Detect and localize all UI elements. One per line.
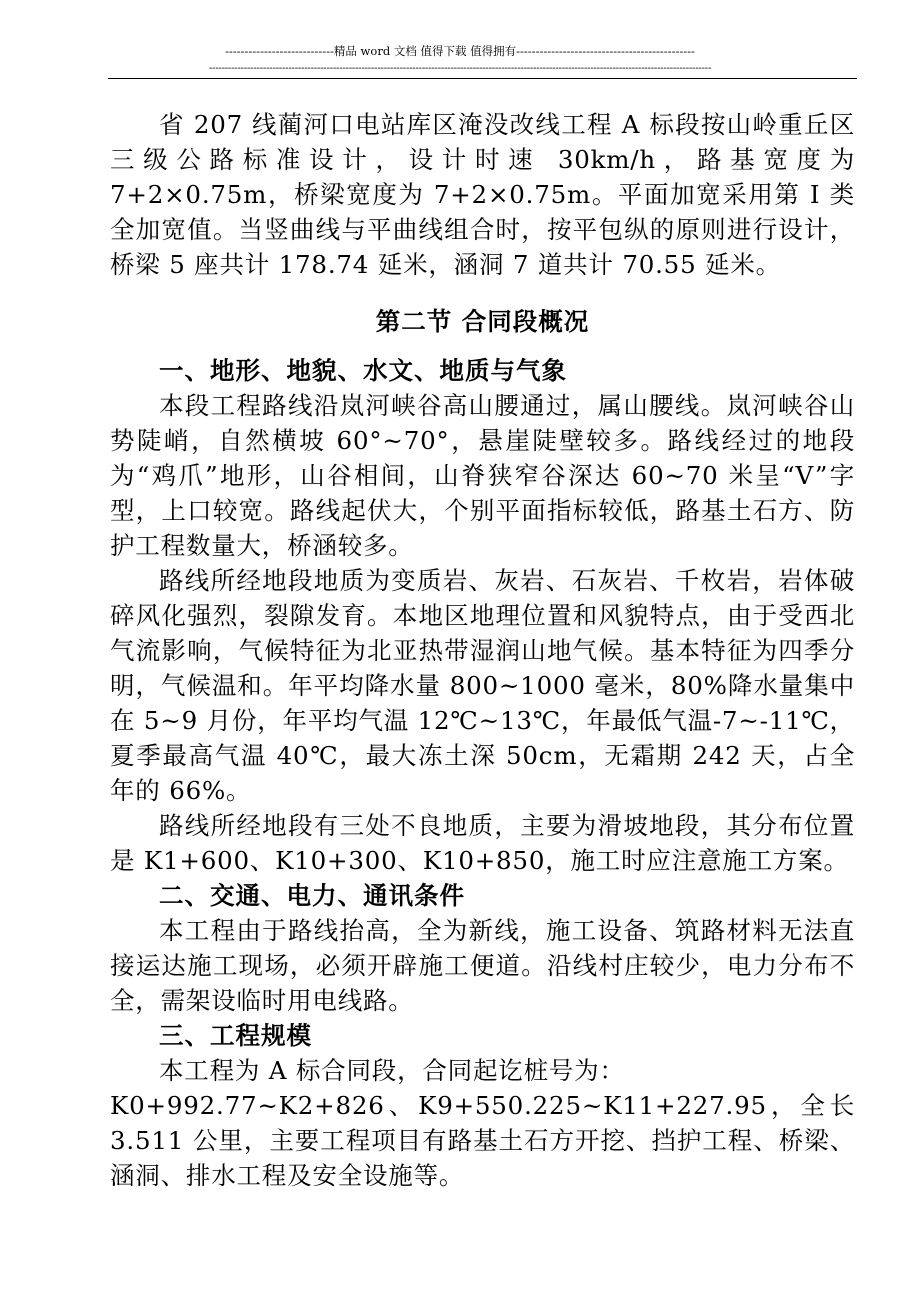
section-title: 第二节 合同段概况 [375, 307, 590, 336]
subsection-heading-scale: 三、工程规模 [159, 1021, 312, 1050]
document-body [110, 107, 855, 1193]
transport-paragraph: 本工程由于路线抬高，全为新线，施工设备、筑路材料无法直接运达施工现场，必须开辟施工便道。沿线村庄较少，电力分布不全，需架设临时用电线路。 [110, 916, 855, 1015]
header-banner: ----------------------------精品 word 文档 值得下载 值得拥有---------------------------------------------- [225, 44, 695, 58]
scale-paragraph: 本工程为 A 标合同段，合同起讫桩号为： [159, 1056, 625, 1085]
subsection-heading-terrain: 一、地形、地貌、水文、地质与气象 [159, 356, 567, 385]
intro-paragraph: 省 207 线蔺河口电站库区淹没改线工程 A 标段按山岭重丘区三级公路标准设计，设计时速 30km/h，路基宽度为 7+2×0.75m，桥梁宽度为 7+2×0.75m。平面加宽采用第 I 类全加宽值。当竖曲线与平曲线组合时，按平包纵的原则进行设计，桥梁 5 座共计 178.74 延米，涵洞 7 道共计 70.55 延米。 [110, 110, 855, 279]
hazard-paragraph: 路线所经地段有三处不良地质，主要为滑坡地段，其分布位置是 K1+600、K10+300、K10+850，施工时应注意施工方案。 [110, 811, 855, 875]
header-rule [108, 78, 857, 79]
header-dashes: -------------------------------------------------------------------------------------------------------------------------------------------------------------- [208, 63, 712, 74]
subsection-heading-transport: 二、交通、电力、通讯条件 [159, 881, 465, 910]
scale-detail-paragraph: K0+992.77~K2+826、K9+550.225~K11+227.95，全长 3.511 公里，主要工程项目有路基土石方开挖、挡护工程、桥梁、涵洞、排水工程及安全设施等。 [110, 1091, 855, 1190]
terrain-paragraph: 本段工程路线沿岚河峡谷高山腰通过，属山腰线。岚河峡谷山势陡峭，自然横坡 60°~70°，悬崖陡壁较多。路线经过的地段为“鸡爪”地形，山谷相间，山脊狭窄谷深达 60~70 米呈“V”字型，上口较宽。路线起伏大，个别平面指标较低，路基土石方、防护工程数量大，桥涵较多。 [110, 391, 855, 560]
geology-paragraph: 路线所经地段地质为变质岩、灰岩、石灰岩、千枚岩，岩体破碎风化强烈，裂隙发育。本地区地理位置和风貌特点，由于受西北气流影响，气候特征为北亚热带湿润山地气候。基本特征为四季分明，气候温和。年平均降水量 800~1000 毫米，80%降水量集中在 5~9 月份，年平均气温 12℃~13℃，年最低气温-7~-11℃，夏季最高气温 40℃，最大冻土深 50cm，无霜期 242 天，占全年的 66%。 [110, 566, 855, 805]
